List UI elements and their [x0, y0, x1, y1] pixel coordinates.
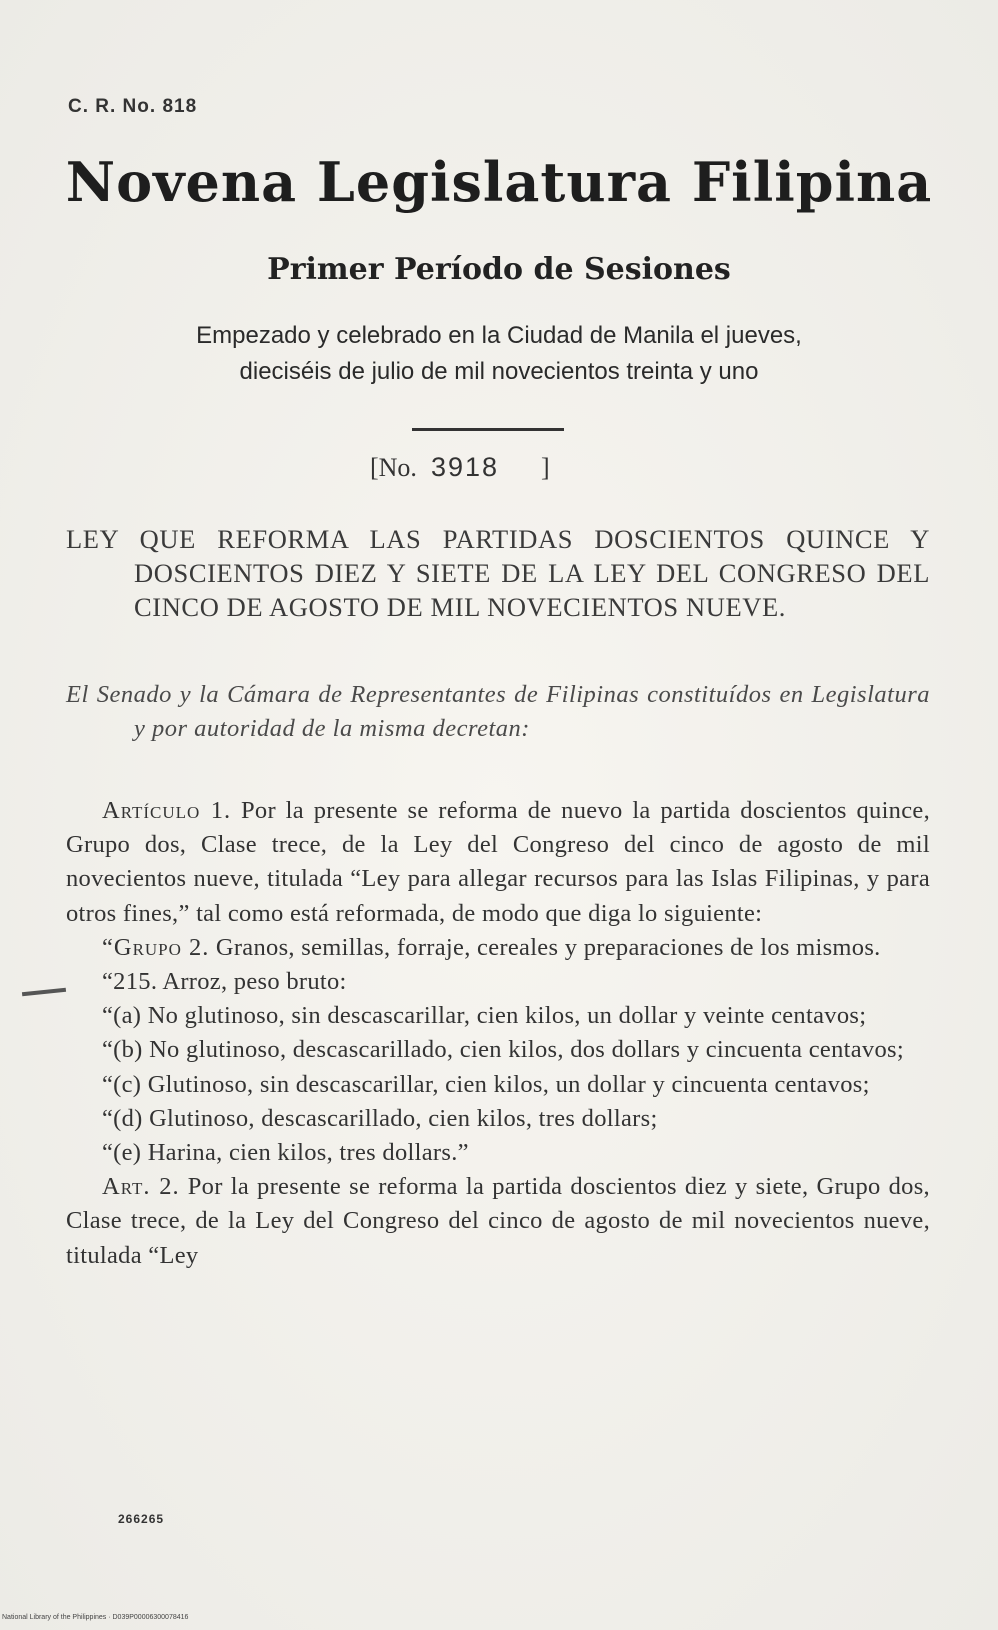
law-title: LEY QUE REFORMA LAS PARTIDAS DOSCIENTOS QUINCE Y DOSCIENTOS DIEZ Y SIETE DE LA LEY DEL CONGRESO DEL CINCO DE AGOSTO DE MIL NOVECIENTOS NUEVE. — [66, 524, 930, 622]
item-b: “(b) No glutinoso, descascarillado, cien kilos, dos dollars y cincuenta centavos; — [102, 1036, 904, 1064]
article-1-text: Por la presente se reforma de nuevo la partida doscientos quince, Grupo dos, Clase trece, de la Ley del Congreso del cinco de agosto de mil novecientos nueve, titulada “Ley para allegar recursos para las Islas Filipinas, y para otros fines,” tal como está reformada, de modo que diga lo siguiente: — [66, 797, 930, 927]
item-c: “(c) Glutinoso, sin descascarillar, cien kilos, un dollar y cincuenta centavos; — [102, 1070, 870, 1098]
article-2-text: Por la presente se reforma la partida doscientos diez y siete, Grupo dos, Clase trece, de la Ley del Congreso del cinco de agosto de mil novecientos nueve, titulada “Ley — [66, 1173, 930, 1269]
enacting-clause: El Senado y la Cámara de Representantes de Filipinas constituídos en Legislatura y por autoridad de la misma decretan: — [66, 681, 930, 742]
grupo-label: “Grupo 2. — [102, 933, 210, 961]
article-2-label: Art. 2. — [102, 1173, 180, 1201]
bill-open-label: [No. — [370, 453, 417, 482]
session-intro — [90, 318, 908, 390]
item-a: “(a) No glutinoso, sin descascarillar, cien kilos, un dollar y veinte centavos; — [102, 1002, 867, 1030]
article-1-label: Artículo 1. — [102, 797, 232, 824]
divider-rule — [412, 428, 564, 431]
legislature-title: Novena Legislatura Filipina — [65, 150, 933, 214]
grupo-text: Granos, semillas, forraje, cereales y preparaciones de los mismos. — [215, 933, 881, 961]
cr-number: C. R. No. 818 — [68, 96, 198, 117]
intro-line-2: dieciséis de julio de mil novecientos treinta y uno — [239, 358, 759, 385]
bill-number-value: 3918 — [430, 452, 500, 482]
session-subtitle: Primer Período de Sesiones — [267, 252, 731, 287]
law-body — [66, 794, 930, 1273]
intro-line-1: Empezado y celebrado en la Ciudad de Manila el jueves, — [196, 322, 802, 349]
page-code: 266265 — [118, 1512, 165, 1526]
article-2 — [66, 1170, 930, 1273]
item-215: “215. Arroz, peso bruto: — [102, 968, 347, 996]
bill-close-bracket: ] — [541, 453, 550, 482]
item-e: “(e) Harina, cien kilos, tres dollars.” — [102, 1139, 469, 1167]
library-credit: National Library of the Philippines · D039P00006300078416 — [2, 1614, 189, 1621]
grupo-2 — [66, 931, 930, 965]
article-1 — [66, 794, 930, 931]
margin-pen-mark — [22, 988, 66, 997]
bill-number — [370, 452, 550, 483]
item-d: “(d) Glutinoso, descascarillado, cien kilos, tres dollars; — [102, 1104, 658, 1132]
